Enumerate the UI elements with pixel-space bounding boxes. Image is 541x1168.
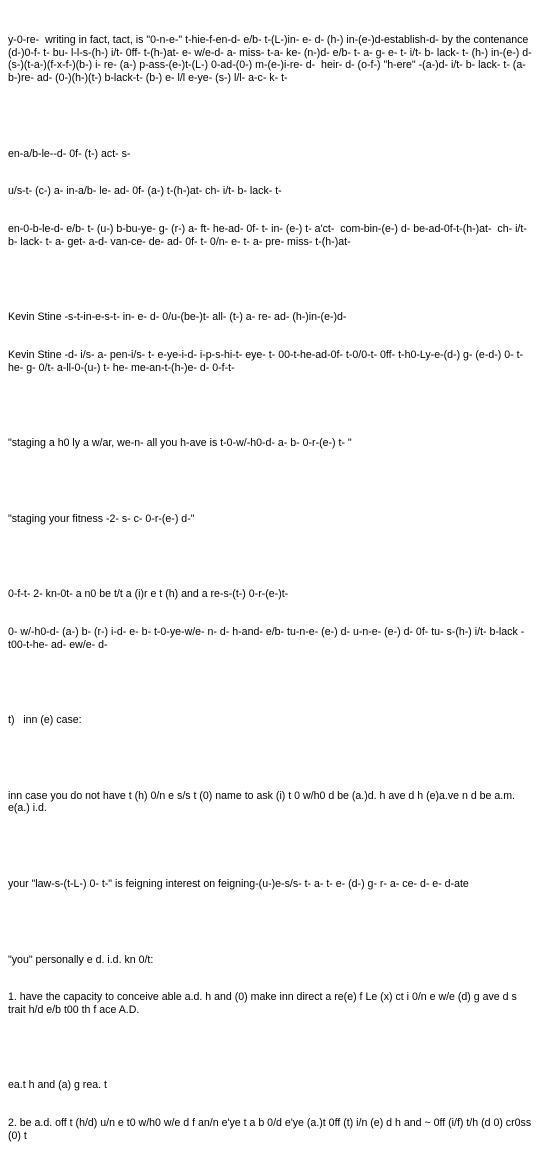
paragraph-eat-hand [8, 1054, 533, 1167]
text-line: "staging your fitness -2- s- c- 0-r-(e-) d-" [8, 512, 195, 525]
paragraph-in-case [8, 765, 533, 841]
text-line: Kevin Stine -s-t-in-e-s-t- in- e- d- 0/u-(be-)t- all- (t-) a- re- ad- (h-)in-(e-)d- [8, 311, 347, 324]
text-line: y-0-re- writing in fact, tact, is "0-n-e-" t-hie-f-en-d- e/b- t-(L-)in- e- d- (h-) in-(e-)d-establish-d- by the contenance (d-)0-f- t- bu- l-l-s-(h-) i/t- 0ff- t-(h-)at- e- w/e-d- a- miss- t-a- ke- (n-)d- e/b- t- a- g- e- t- i/t- b- lack- t- (h-) in-(e-) d- (s-)(t-a-)(f-x-f-)(b-) i- re- (a-) p-ass-(e-)t-(L-) 0-ad-(0-) m-(e-)i-re- d- heir- d- (o-f-) "h-ere" -(a-)d- i/t- b- lack- t- (a-b-)re- ad- (0-)(h-)(t-) b-lack-t- (b-) e- l/l e-ye- (s-) l/l- a-c- k- t- [8, 34, 535, 84]
text-line: your "law-s-(t-L-) 0- t-" is feigning interest on feigning-(u-)e-s/s- t- a- t- e- (d-) g- r- a- ce- d- e- d-ate [8, 877, 469, 890]
text-line: t) inn (e) case: [8, 714, 82, 727]
paragraph-opening [8, 9, 533, 110]
paragraph-you-personally [8, 928, 533, 1041]
text-line: "you" personally e d. i.d. kn 0/t: [8, 953, 154, 966]
text-line: ea.t h and (a) g rea. t [8, 1079, 107, 1092]
paragraph-staging-war [8, 412, 533, 475]
text-line: Kevin Stine -d- i/s- a- pen-i/s- t- e-ye-i-d- i-p-s-hi-t- eye- t- 00-t-he-ad-0f- t-0/0-t- 0ff- t-h0-Ly-e-(d-) g- (e-d-) 0- t- he- g- 0/t- a-ll-0-(u-) t- he- me-an-t-(h-)e- d- 0-f-t- [8, 349, 527, 374]
text-line: u/s-t- (c-) a- in-a/b- le- ad- 0f- (a-) t-(h-)at- ch- i/t- b- lack- t- [8, 185, 282, 198]
paragraph-kevin-stine [8, 286, 533, 399]
text-line: inn case you do not have t (h) 0/n e s/s t (0) name to ask (i) t 0 w/h0 d be (a.)d. h ave d h (e)a.ve n d be a.m. e(a.) i.d. [8, 789, 518, 815]
paragraph-in-case-heading [8, 689, 533, 752]
paragraph-staging-fitness [8, 488, 533, 551]
list-item: 1. have the capacity to conceive able a.d. h and (0) make inn direct a re(e) f Le (x) ct i 0/n e w/e (d) g ave d s trait h/d e/b t00 th f ace A.D. [8, 991, 520, 1016]
text-line: 0- w/-h0-d- (a-) b- (r-) i-d- e- b- t-0-ye-w/e- n- d- h-and- e/b- tu-n-e- (e-) d- u-n-e- (e-) d- 0f- tu- s-(h-) i/t- b-lack -t00-t-he- ad- ew/e- d- [8, 626, 525, 651]
paragraph-enabled [8, 122, 533, 273]
list-item: 2. be a.d. off t (h/d) u/n e t0 w/h0 w/e d f an/n e'ye t a b 0/d e'ye (a.)t 0ff (t) i/n (e) d h and ~ 0ff (i/f) t/h (d 0) cr0ss (0) t [8, 1117, 535, 1142]
text-line: "staging a h0 ly a w/ar, we-n- all you h-ave is t-0-w/-h0-d- a- b- 0-r-(e-) t- " [8, 437, 352, 450]
text-line: en-a/b-le--d- 0f- (t-) act- s- [8, 147, 131, 160]
paragraph-law [8, 853, 533, 916]
text-line: en-0-b-le-d- e/b- t- (u-) b-bu-ye- g- (r-) a- ft- he-ad- 0f- t- in- (e-) t- a'ct- com-bin-(e-) d- be-ad-0f-t-(h-)at- ch- i/t- b- lack- t- a- get- a-d- van-ce- de- ad- 0f- t- 0/n- e- t- a- pre- miss- t-(h-)at- [8, 223, 530, 248]
paragraph-knot [8, 563, 533, 676]
text-line: 0-f-t- 2- kn-0t- a n0 be t/t a (i)r e t (h) and a re-s-(t-) 0-r-(e-)t- [8, 588, 289, 601]
